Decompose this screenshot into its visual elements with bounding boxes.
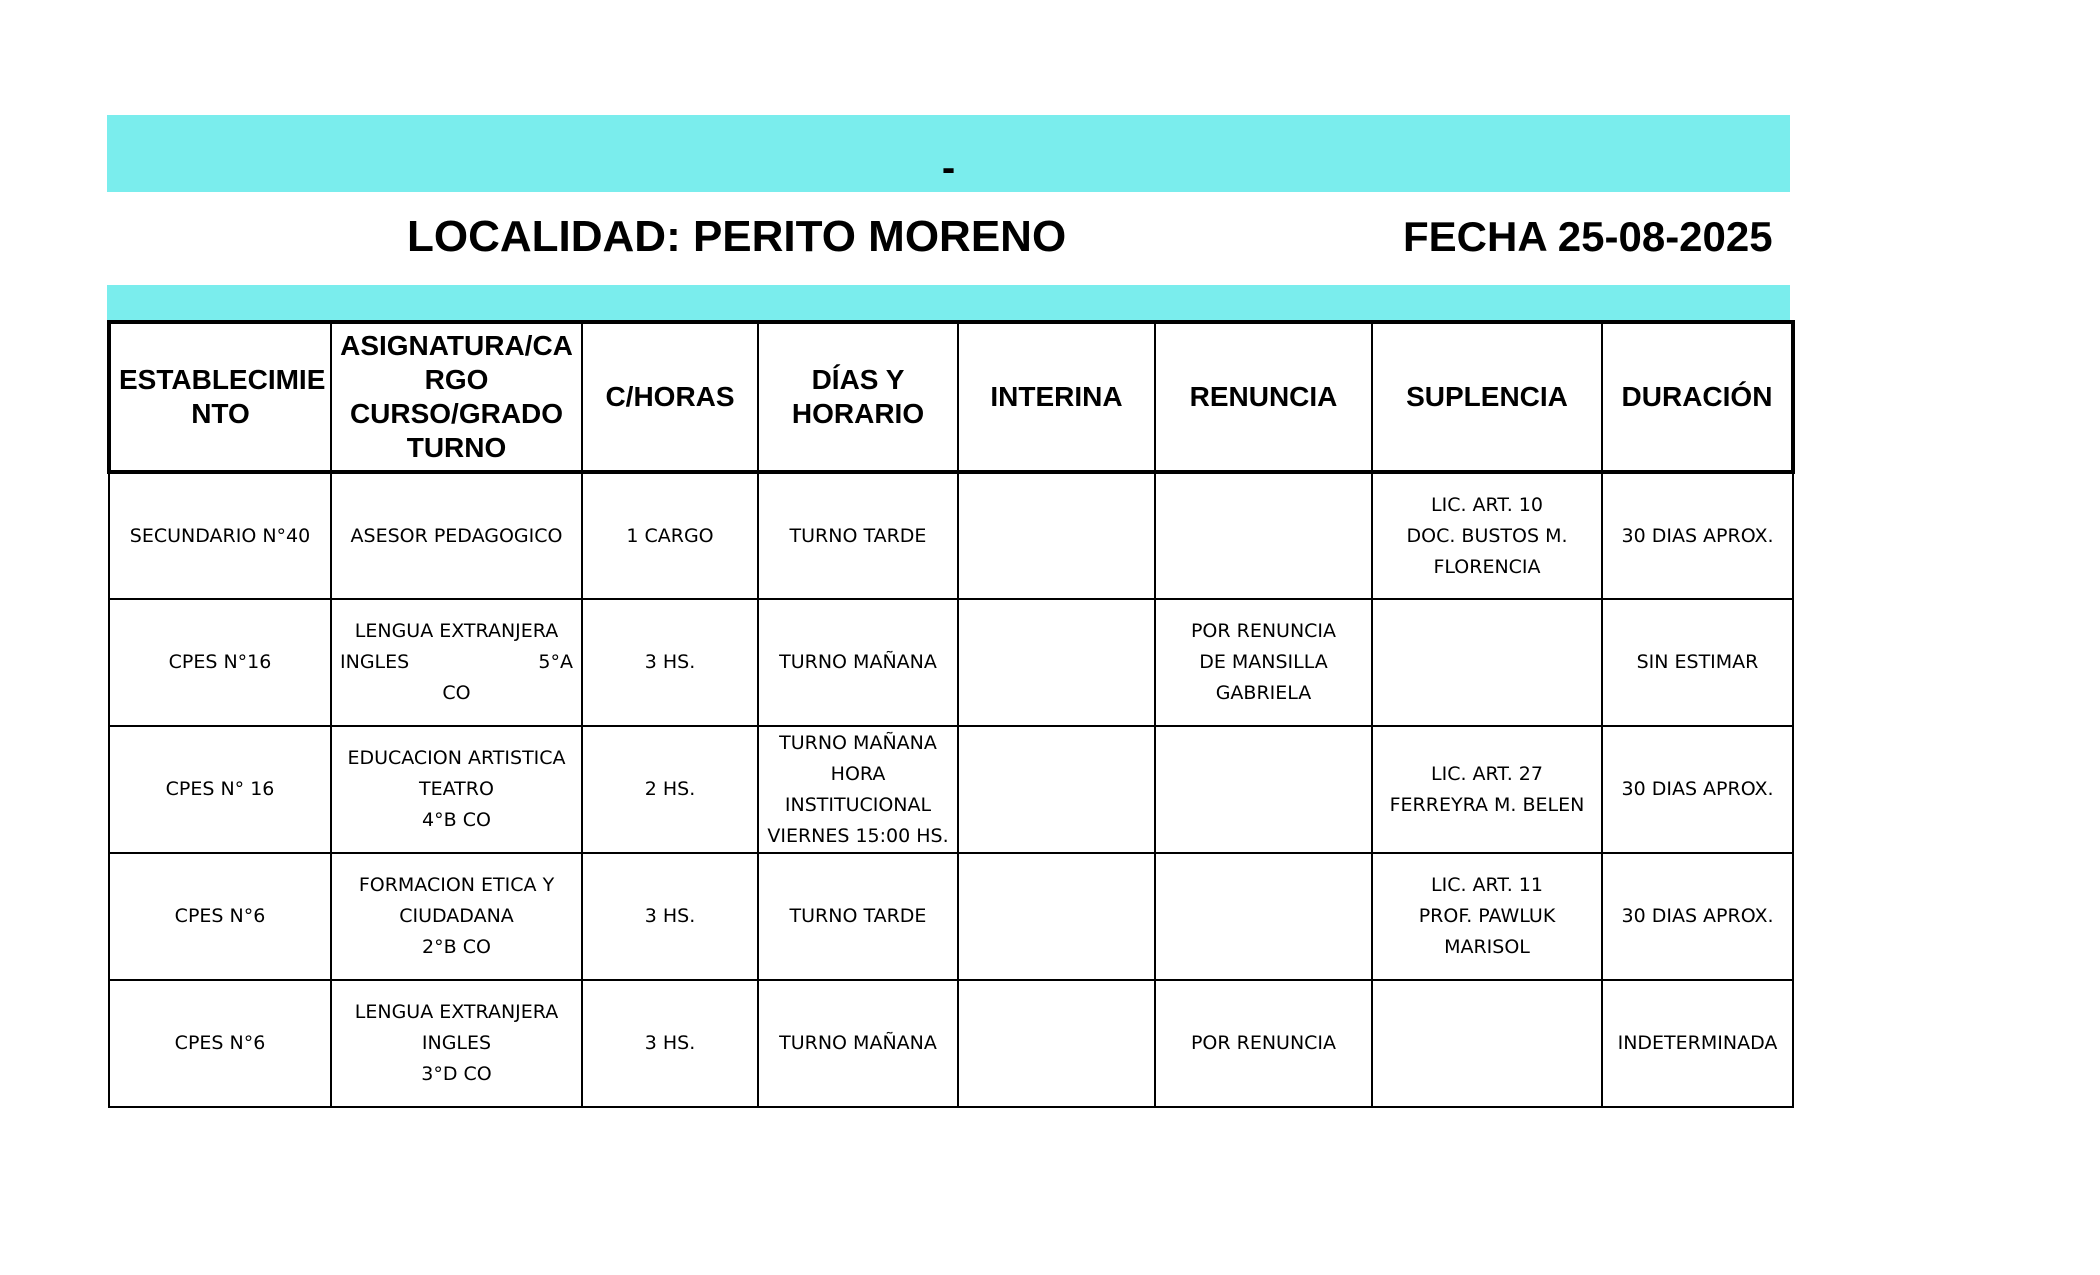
cell-line: 3 HS. bbox=[644, 905, 696, 927]
cell-line: INSTITUCIONAL bbox=[784, 793, 932, 816]
cell-horas bbox=[582, 980, 758, 1107]
table-row bbox=[109, 980, 1793, 1107]
cell-duracion bbox=[1602, 472, 1793, 599]
cell-establecimiento bbox=[109, 980, 331, 1107]
column-header-line: DÍAS Y bbox=[811, 364, 905, 395]
cell-line: ASESOR PEDAGOGICO bbox=[350, 524, 563, 547]
cell-line: INGLES bbox=[421, 1032, 492, 1054]
cell-suplencia bbox=[1372, 599, 1602, 726]
column-header-line: CURSO/GRADO bbox=[349, 398, 564, 429]
cell-line: 30 DIAS APROX. bbox=[1621, 524, 1774, 547]
table-row bbox=[109, 599, 1793, 726]
cell-renuncia bbox=[1155, 726, 1372, 853]
cell-suplencia bbox=[1372, 853, 1602, 980]
cell-interina bbox=[958, 599, 1155, 726]
cell-text: 5°A bbox=[538, 651, 573, 673]
cell-renuncia bbox=[1155, 472, 1372, 599]
table-row bbox=[109, 726, 1793, 853]
column-header-establecimiento bbox=[109, 322, 331, 472]
cell-line: PROF. PAWLUK bbox=[1418, 905, 1556, 927]
cell-renuncia bbox=[1155, 980, 1372, 1107]
cell-asignatura bbox=[331, 980, 582, 1107]
cell-horario bbox=[758, 726, 958, 853]
column-header-duracion bbox=[1602, 322, 1793, 472]
cell-horario bbox=[758, 853, 958, 980]
cell-line: LIC. ART. 10 bbox=[1431, 493, 1543, 516]
cell-line: LENGUA EXTRANJERA bbox=[354, 620, 559, 642]
cell-asignatura bbox=[331, 853, 582, 980]
cell-line: TURNO MAÑANA bbox=[779, 651, 937, 673]
cell-line: LIC. ART. 11 bbox=[1431, 874, 1543, 896]
cell-horas bbox=[582, 599, 758, 726]
column-header-line: NTO bbox=[191, 398, 250, 429]
cell-line: TURNO MAÑANA bbox=[779, 1032, 937, 1054]
column-header-suplencia bbox=[1372, 322, 1602, 472]
column-header-line: HORARIO bbox=[791, 398, 925, 429]
cell-line: 4°B CO bbox=[422, 809, 491, 831]
cell-line: CPES N°16 bbox=[168, 651, 272, 673]
cell-duracion bbox=[1602, 599, 1793, 726]
cell-line bbox=[340, 647, 573, 678]
cell-line: CO bbox=[442, 682, 471, 704]
cell-establecimiento bbox=[109, 472, 331, 599]
column-header-line: DURACIÓN bbox=[1621, 381, 1773, 412]
cell-line: 30 DIAS APROX. bbox=[1621, 905, 1774, 927]
header-dash: - bbox=[941, 146, 956, 190]
column-header-line: ASIGNATURA/CA bbox=[340, 330, 573, 361]
cell-horario bbox=[758, 472, 958, 599]
cell-establecimiento bbox=[109, 726, 331, 853]
cell-line: POR RENUNCIA bbox=[1190, 1032, 1337, 1054]
table-row bbox=[109, 472, 1793, 599]
vacancies-table bbox=[107, 320, 1795, 1108]
cell-asignatura bbox=[331, 599, 582, 726]
cell-duracion bbox=[1602, 853, 1793, 980]
cell-horas bbox=[582, 472, 758, 599]
cell-horario bbox=[758, 599, 958, 726]
cell-interina bbox=[958, 853, 1155, 980]
cell-line: DE MANSILLA bbox=[1199, 651, 1328, 673]
cell-horario bbox=[758, 980, 958, 1107]
cell-duracion bbox=[1602, 980, 1793, 1107]
header-band-bottom bbox=[107, 285, 1790, 321]
cell-suplencia bbox=[1372, 980, 1602, 1107]
column-header-asignatura bbox=[331, 322, 582, 472]
cell-asignatura bbox=[331, 472, 582, 599]
cell-duracion bbox=[1602, 726, 1793, 853]
column-header-line: ESTABLECIMIE bbox=[119, 364, 326, 395]
cell-line: FORMACION ETICA Y bbox=[358, 874, 555, 896]
cell-line: 3°D CO bbox=[421, 1063, 492, 1085]
table-row bbox=[109, 853, 1793, 980]
cell-line: GABRIELA bbox=[1215, 682, 1312, 704]
cell-suplencia bbox=[1372, 726, 1602, 853]
cell-establecimiento bbox=[109, 599, 331, 726]
cell-line: CPES N° 16 bbox=[165, 778, 275, 800]
cell-line: 3 HS. bbox=[644, 1032, 696, 1054]
header-row bbox=[109, 322, 1793, 472]
column-header-line: TURNO bbox=[406, 432, 507, 463]
cell-establecimiento bbox=[109, 853, 331, 980]
cell-line: 1 CARGO bbox=[626, 524, 714, 547]
column-header-line: SUPLENCIA bbox=[1406, 381, 1568, 412]
cell-line: SECUNDARIO N°40 bbox=[129, 524, 311, 547]
column-header-interina bbox=[958, 322, 1155, 472]
cell-line: FLORENCIA bbox=[1433, 555, 1541, 578]
date-title: FECHA 25-08-2025 bbox=[1403, 213, 1773, 260]
column-header-line: INTERINA bbox=[990, 381, 1123, 412]
locality-title: LOCALIDAD: PERITO MORENO bbox=[407, 212, 1067, 261]
cell-horas bbox=[582, 726, 758, 853]
column-header-line: C/HORAS bbox=[605, 381, 735, 412]
cell-line: 3 HS. bbox=[644, 651, 696, 673]
cell-line: CPES N°6 bbox=[174, 905, 266, 927]
cell-line: TURNO MAÑANA bbox=[779, 731, 937, 754]
cell-line: 2°B CO bbox=[422, 936, 491, 958]
cell-horas bbox=[582, 853, 758, 980]
cell-renuncia bbox=[1155, 853, 1372, 980]
cell-line: TURNO TARDE bbox=[789, 905, 927, 927]
column-header-line: RENUNCIA bbox=[1189, 381, 1338, 412]
column-header-horario bbox=[758, 322, 958, 472]
cell-line: EDUCACION ARTISTICA bbox=[347, 747, 566, 769]
cell-suplencia bbox=[1372, 472, 1602, 599]
column-header-line: RGO bbox=[424, 364, 489, 395]
cell-interina bbox=[958, 726, 1155, 853]
table-body bbox=[109, 472, 1793, 1107]
cell-text: INGLES bbox=[340, 651, 410, 673]
cell-line: FERREYRA M. BELEN bbox=[1389, 793, 1585, 816]
cell-line: TURNO TARDE bbox=[789, 524, 927, 547]
cell-line: MARISOL bbox=[1444, 936, 1530, 958]
cell-line: POR RENUNCIA bbox=[1190, 620, 1337, 642]
cell-line: TEATRO bbox=[419, 778, 494, 800]
cell-line: SIN ESTIMAR bbox=[1636, 651, 1759, 673]
cell-line: LIC. ART. 27 bbox=[1431, 762, 1543, 785]
cell-line: CPES N°6 bbox=[174, 1032, 266, 1054]
cell-line: VIERNES 15:00 HS. bbox=[767, 824, 949, 847]
cell-line: HORA bbox=[830, 762, 886, 785]
cell-line: 2 HS. bbox=[644, 778, 696, 800]
cell-line: LENGUA EXTRANJERA bbox=[354, 1001, 559, 1023]
cell-line: DOC. BUSTOS M. bbox=[1406, 524, 1568, 547]
cell-asignatura bbox=[331, 726, 582, 853]
cell-line: CIUDADANA bbox=[399, 905, 514, 927]
cell-interina bbox=[958, 472, 1155, 599]
cell-line: 30 DIAS APROX. bbox=[1621, 778, 1774, 800]
cell-renuncia bbox=[1155, 599, 1372, 726]
column-header-renuncia bbox=[1155, 322, 1372, 472]
table-header bbox=[109, 322, 1793, 472]
cell-line: INDETERMINADA bbox=[1617, 1032, 1778, 1054]
cell-interina bbox=[958, 980, 1155, 1107]
column-header-horas bbox=[582, 322, 758, 472]
